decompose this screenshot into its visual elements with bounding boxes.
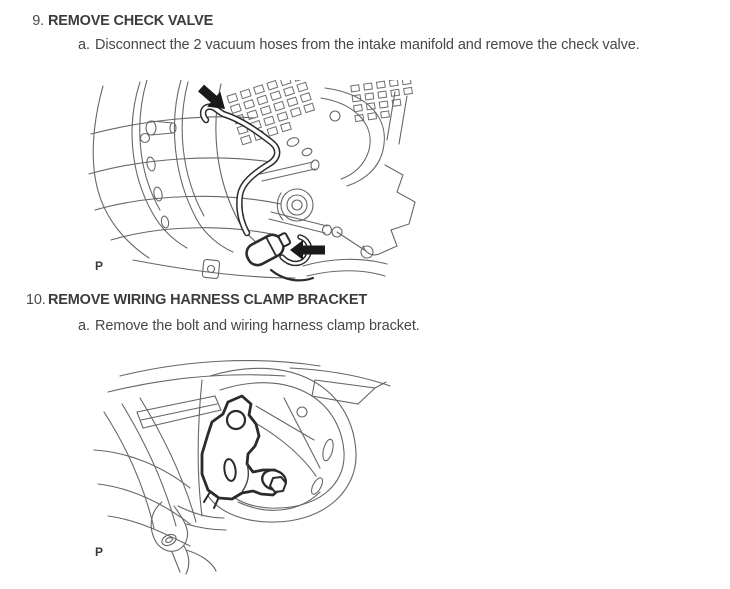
step-title: REMOVE WIRING HARNESS CLAMP BRACKET	[48, 292, 367, 308]
substep-label: a.	[78, 318, 90, 334]
plenum-rib-grid	[227, 80, 318, 145]
clamp-bracket-illustration	[90, 356, 420, 578]
check-valve-illustration	[85, 80, 420, 287]
check-valve-figure	[85, 80, 420, 287]
plenum-rib-grid-right	[351, 80, 415, 122]
arrow-down-icon	[198, 85, 225, 109]
step-9-substep-a	[78, 37, 640, 54]
clamp-bracket-figure	[90, 356, 420, 578]
step-9-heading	[26, 13, 213, 30]
substep-text: Disconnect the 2 vacuum hoses from the intake manifold and remove the check valve.	[95, 37, 640, 53]
figure-label: P	[95, 545, 104, 559]
step-10-heading	[26, 292, 367, 309]
clamp-bracket	[202, 396, 282, 508]
step-number: 10.	[26, 292, 46, 308]
substep-text: Remove the bolt and wiring harness clamp bracket.	[95, 318, 420, 334]
substep-label: a.	[78, 37, 90, 53]
step-number: 9.	[32, 13, 44, 29]
step-title: REMOVE CHECK VALVE	[48, 13, 214, 29]
step-10-substep-a	[78, 318, 420, 335]
figure-label: P	[95, 259, 104, 273]
